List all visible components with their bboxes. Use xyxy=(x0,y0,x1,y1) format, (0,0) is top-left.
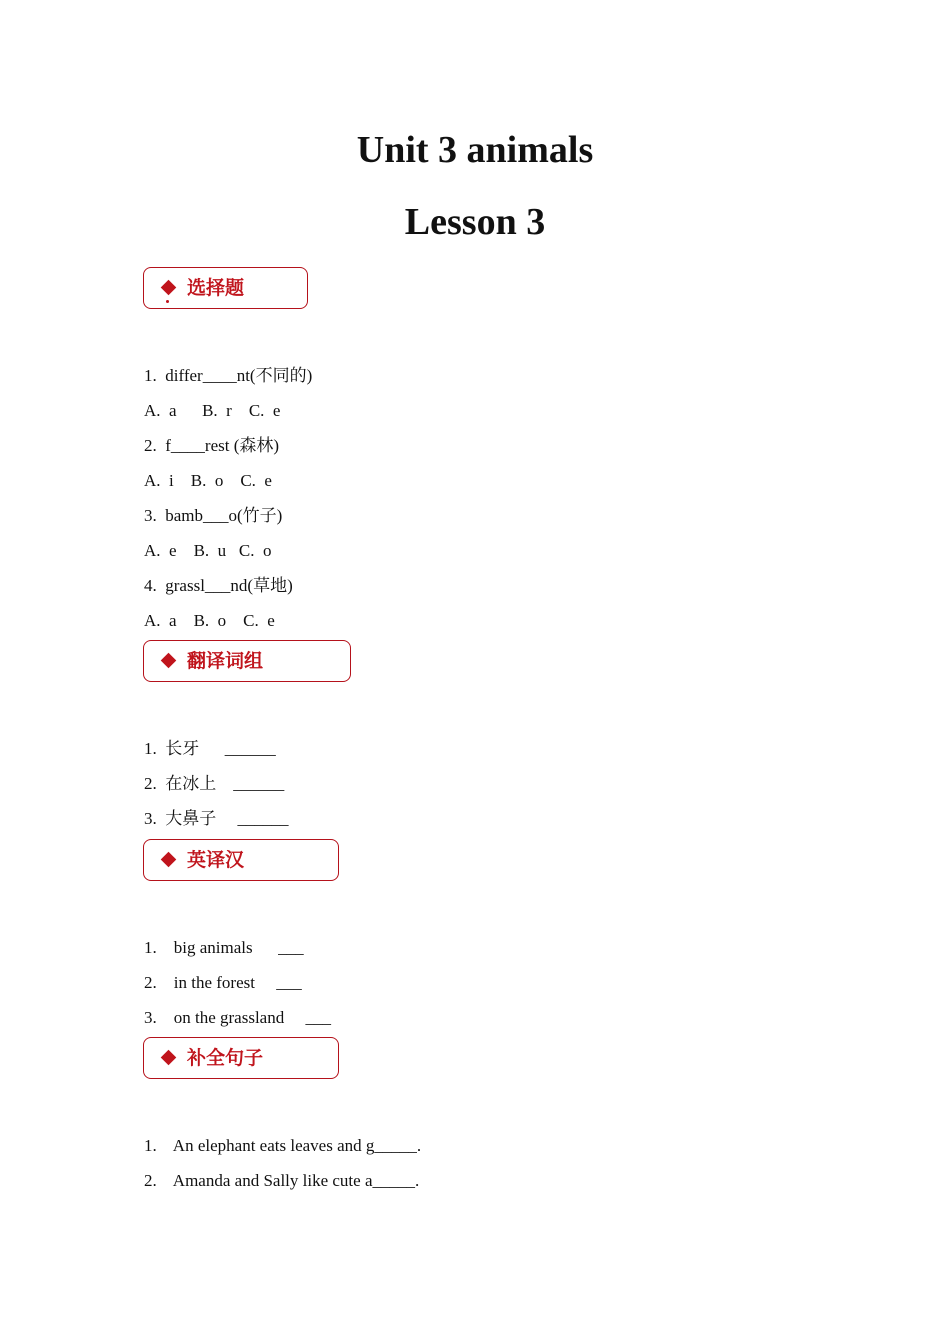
diamond-bullet-icon xyxy=(161,852,177,868)
question-line: 2. Amanda and Sally like cute a_____. xyxy=(144,1171,420,1190)
question-line: 3. bamb___o(竹子) xyxy=(144,506,283,525)
section-header-english-to-chinese xyxy=(143,839,339,881)
section-title: 翻译词组 xyxy=(187,650,264,672)
dot-mark-icon xyxy=(166,300,169,303)
question-line: 1. differ____nt(不同的) xyxy=(144,366,313,385)
section-header-translate-phrases xyxy=(143,640,351,682)
section-header-multiple-choice xyxy=(143,267,308,309)
question-line: 1. 长牙 ______ xyxy=(144,739,276,758)
diamond-bullet-icon xyxy=(161,653,177,669)
question-line: 1. big animals ___ xyxy=(144,938,304,957)
section-title: 选择题 xyxy=(187,277,245,299)
section-title: 英译汉 xyxy=(187,849,245,871)
question-line: 2. 在冰上 ______ xyxy=(144,774,285,793)
question-line: 4. grassl___nd(草地) xyxy=(144,576,293,595)
options-line: A. a B. o C. e xyxy=(144,611,275,630)
question-line: 3. 大鼻子 ______ xyxy=(144,809,289,828)
diamond-bullet-icon xyxy=(161,280,177,296)
question-line: 2. f____rest (森林) xyxy=(144,436,280,455)
page-title: Unit 3 animals xyxy=(356,129,594,171)
section-header-complete-sentences xyxy=(143,1037,339,1079)
question-line: 1. An elephant eats leaves and g_____. xyxy=(144,1136,422,1155)
section-title: 补全句子 xyxy=(187,1047,264,1069)
options-line: A. e B. u C. o xyxy=(144,541,272,560)
options-line: A. i B. o C. e xyxy=(144,471,272,490)
question-line: 2. in the forest ___ xyxy=(144,973,302,992)
page-subtitle: Lesson 3 xyxy=(404,201,546,243)
options-line: A. a B. r C. e xyxy=(144,401,281,420)
diamond-bullet-icon xyxy=(161,1050,177,1066)
question-line: 3. on the grassland ___ xyxy=(144,1008,331,1027)
